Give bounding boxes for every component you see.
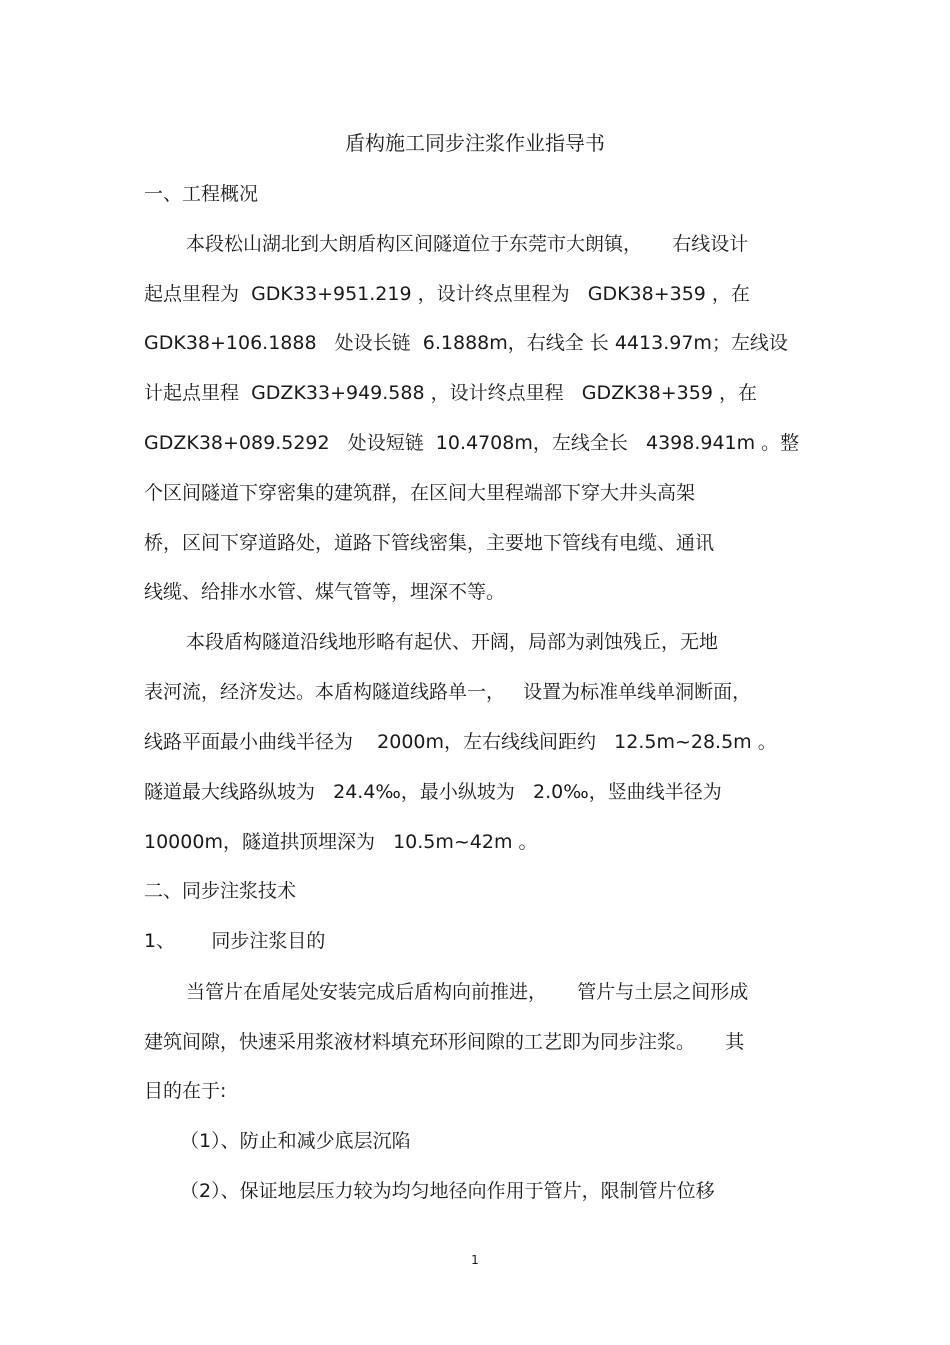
list-item: （2）、保证地层压力较为均匀地径向作用于管片，限制管片位移	[180, 1180, 715, 1202]
section-heading-overview: 一、工程概况	[144, 183, 259, 205]
paragraph-line: 目的在于:	[144, 1080, 227, 1102]
paragraph-line: 建筑间隙，快速采用浆液材料填充环形间隙的工艺即为同步注浆。 其	[144, 1031, 745, 1053]
list-item: （1）、防止和减少底层沉陷	[180, 1130, 411, 1152]
paragraph-line: GDK38+106.1888 处设长链 6.1888m，右线全 长 4413.97m；左线设	[144, 332, 788, 354]
paragraph-line: 隧道最大线路纵坡为 24.4‰，最小纵坡为 2.0‰，竖曲线半径为	[144, 781, 722, 803]
paragraph-line: 本段盾构隧道沿线地形略有起伏、开阔，局部为剥蚀残丘，无地	[186, 631, 719, 653]
paragraph-line: 10000m，隧道拱顶埋深为 10.5m~42m 。	[144, 831, 538, 853]
paragraph-line: 当管片在盾尾处安装完成后盾构向前推进， 管片与土层之间形成	[186, 981, 749, 1003]
section-heading-grouting: 二、同步注浆技术	[144, 880, 297, 902]
subsection-heading-purpose: 1、 同步注浆目的	[144, 930, 326, 952]
paragraph-line: 表河流，经济发达。本盾构隧道线路单一， 设置为标准单线单洞断面，	[144, 681, 752, 703]
paragraph-line: 线缆、给排水水管、煤气管等，埋深不等。	[144, 581, 506, 603]
paragraph-line: GDZK38+089.5292 处设短链 10.4708m，左线全长 4398.941m 。整	[144, 432, 800, 454]
paragraph-line: 线路平面最小曲线半径为 2000m，左右线线间距约 12.5m~28.5m 。	[144, 731, 777, 753]
paragraph-line: 个区间隧道下穿密集的建筑群，在区间大里程端部下穿大井头高架	[144, 482, 696, 504]
paragraph-line: 起点里程为 GDK33+951.219 ，设计终点里程为 GDK38+359 ，在	[144, 283, 750, 305]
document-title: 盾构施工同步注浆作业指导书	[345, 131, 605, 155]
paragraph-line: 桥，区间下穿道路处，道路下管线密集，主要地下管线有电缆、通讯	[144, 532, 715, 554]
page-number: 1	[471, 1253, 479, 1267]
paragraph-line: 本段松山湖北到大朗盾构区间隧道位于东莞市大朗镇， 右线设计	[186, 233, 749, 255]
paragraph-line: 计起点里程 GDZK33+949.588 ，设计终点里程 GDZK38+359 ，在	[144, 382, 757, 404]
